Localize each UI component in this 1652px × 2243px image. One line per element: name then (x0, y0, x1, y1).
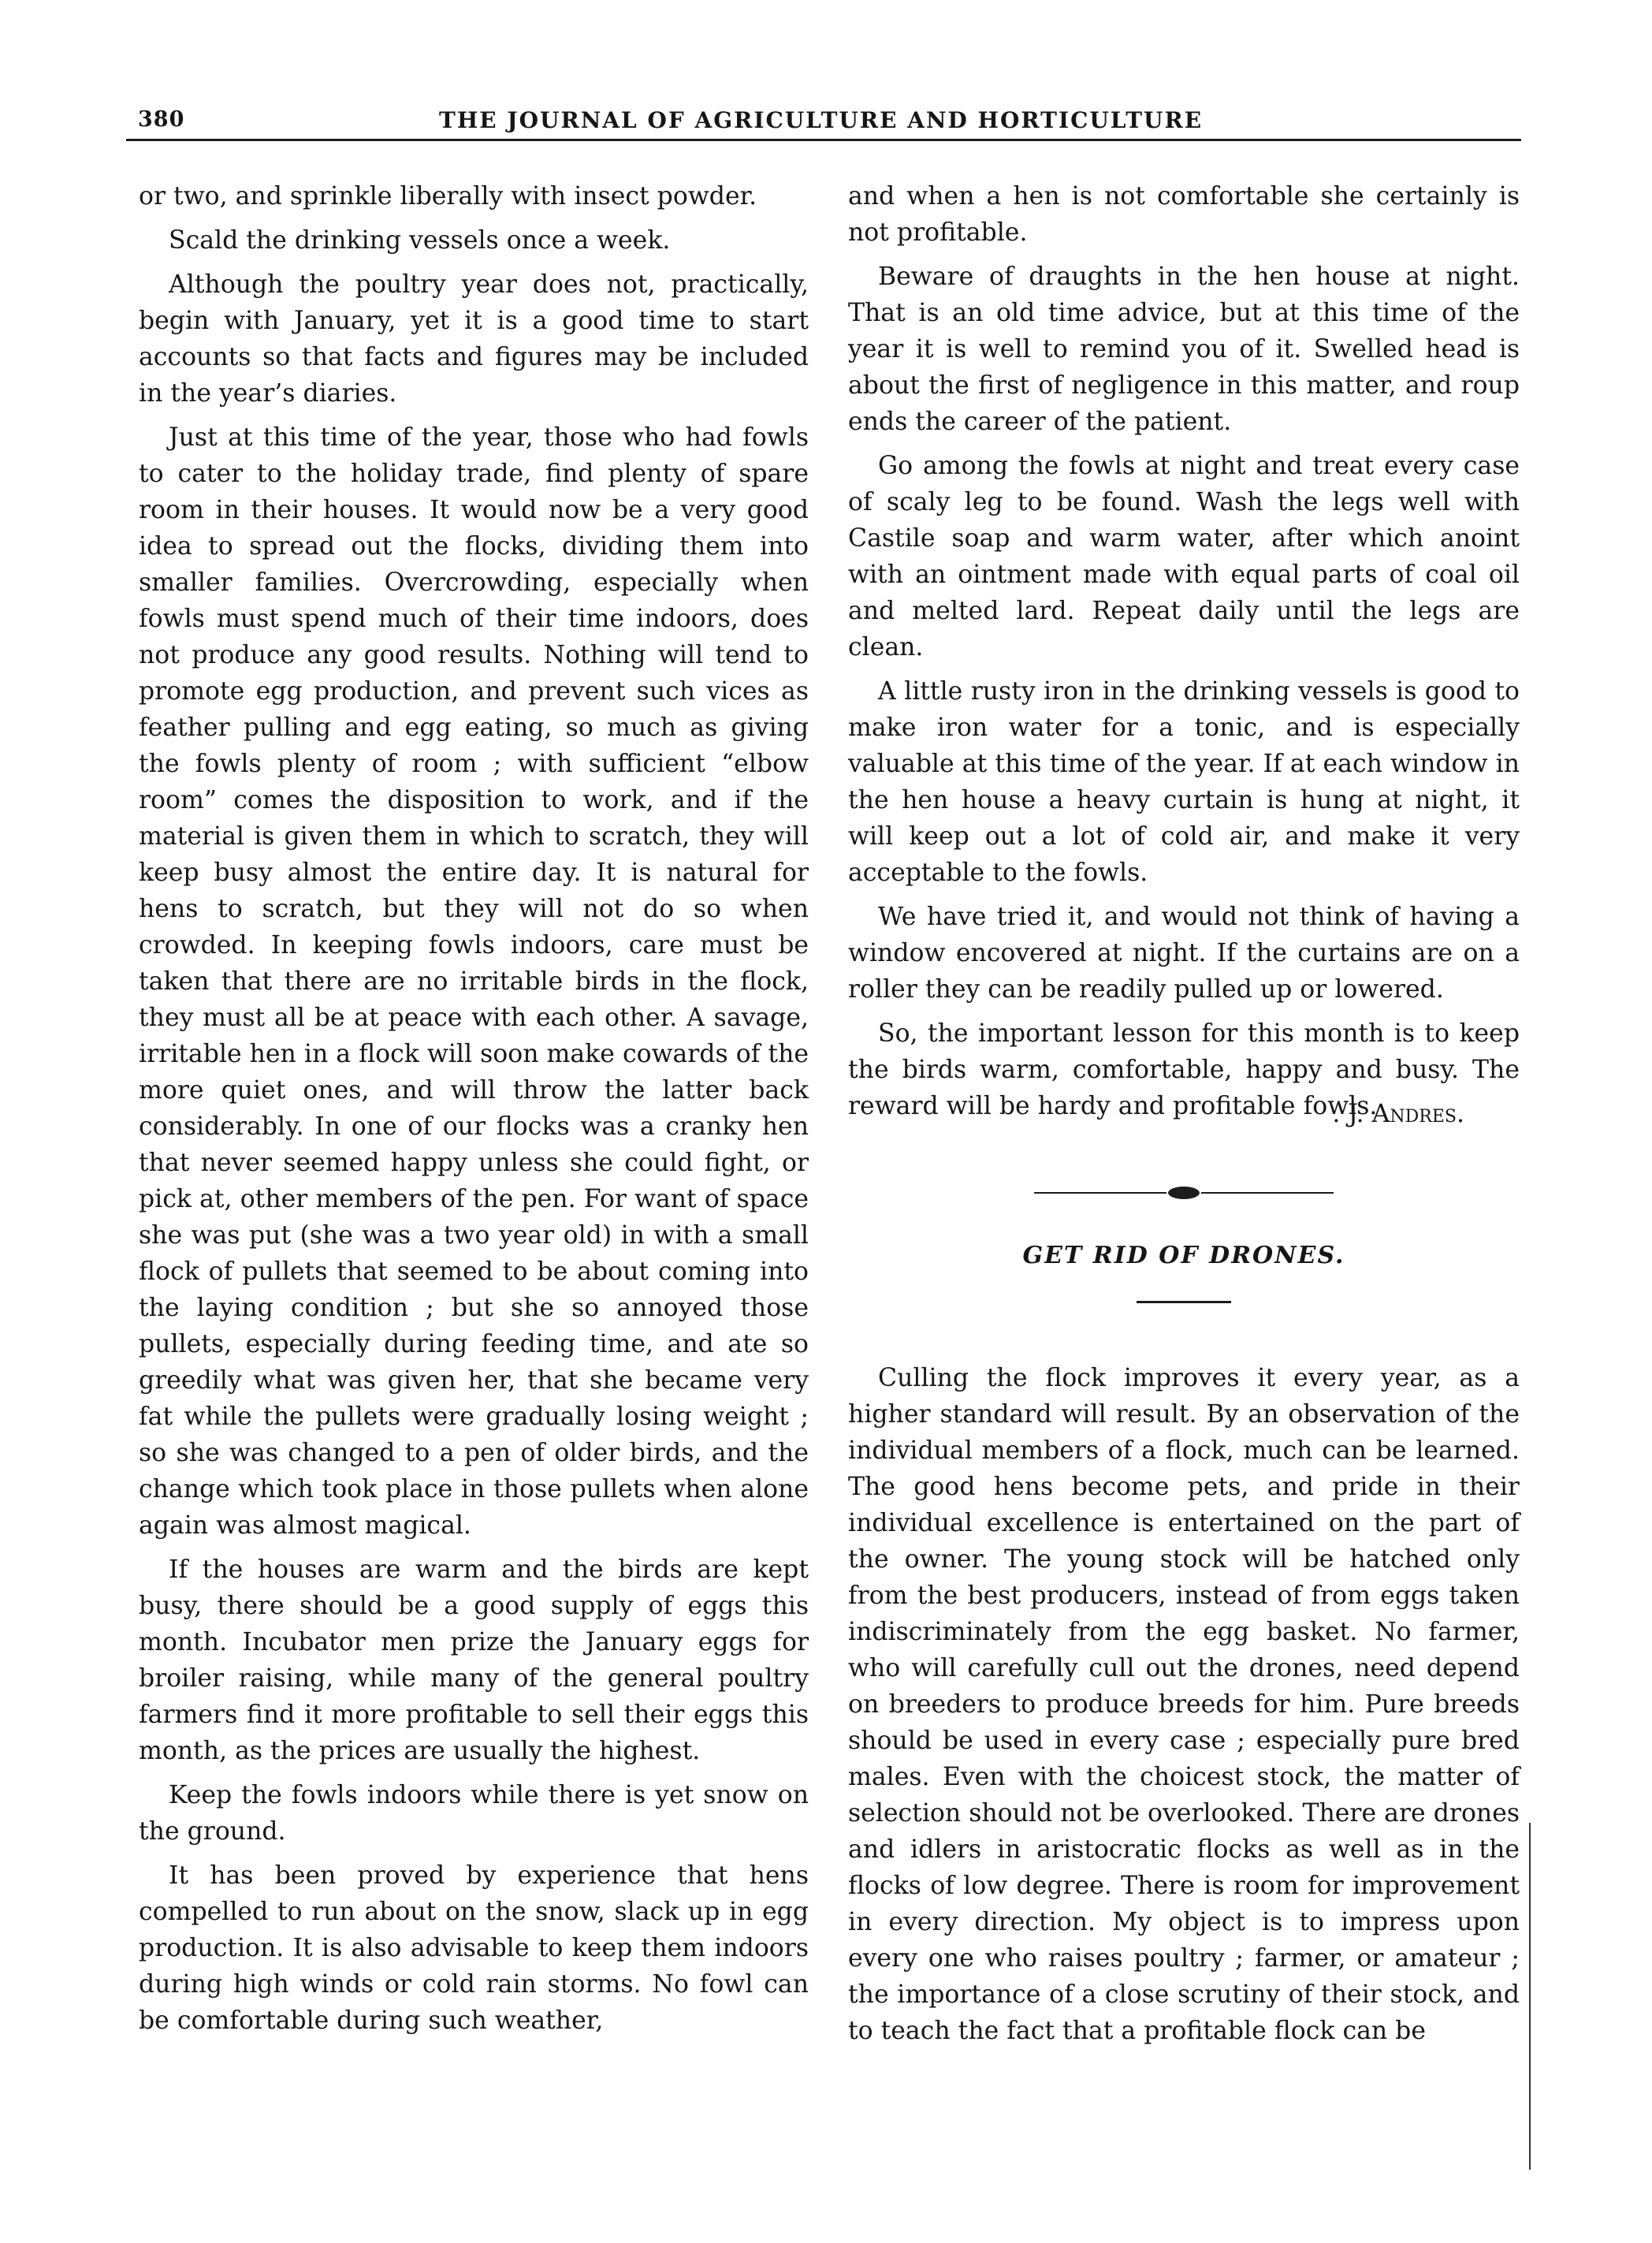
paragraph: Although the poultry year does not, practically, begin with January, yet it is a good time to start accounts so that facts and figures may be included in the year’s diaries. (139, 270, 809, 408)
page-number: 380 (138, 107, 185, 132)
section-title: GET RID OF DRONES. (1022, 1242, 1345, 1269)
title-rule (1137, 1301, 1231, 1303)
left-column (139, 178, 809, 2047)
paragraph: We have tried it, and would not think of having a window encovered at night. If the curtains are on a roller they can be readily pulled up or lowered. (848, 903, 1520, 1004)
paragraph: Beware of draughts in the hen house at night. That is an old time advice, but at this time of the year it is well to remind you of it. Swelled head is about the first of negligence in this matter, and roup ends the career of the patient. (848, 263, 1520, 436)
paragraph: or two, and sprinkle liberally with insect powder. (139, 182, 757, 211)
paragraph: Scald the drinking vessels once a week. (169, 226, 671, 255)
paragraph: It has been proved by experience that hens compelled to run about on the snow, slack up in egg production. It is also advisable to keep them indoors during high winds or cold rain storms. No fowl can be comfortable during such weather, (139, 1861, 809, 2035)
author-signature: . J. Andres. (1332, 1100, 1464, 1128)
margin-line (1529, 1823, 1531, 2170)
paragraph: and when a hen is not comfortable she certainly is not profitable. (848, 182, 1520, 247)
paragraph: Keep the fowls indoors while there is yet snow on the ground. (139, 1781, 809, 1846)
right-column (848, 178, 1520, 2057)
section-divider-ornament (1034, 1184, 1334, 1202)
journal-title: THE JOURNAL OF AGRICULTURE AND HORTICULTURE (439, 107, 1204, 133)
paragraph: Just at this time of the year, those who had fowls to cater to the holiday trade, find plenty of spare room in their houses. It would now be a very good idea to spread out the flocks, dividing them into smaller families. Overcrowding, especially when fowls must spend much of their time indoors, does not produce any good results. Nothing will tend to promote egg production, and prevent such vices as feather pulling and egg eating, so much as giving the fowls plenty of room ; with sufficient “elbow room” comes the disposition to work, and if the material is given them in which to scratch, they will keep busy almost the entire day. It is natural for hens to scratch, but they will not do so when crowded. In keeping fowls indoors, care must be taken that there are no irritable birds in the flock, they must all be at peace with each other. A savage, irritable hen in a flock will soon make cowards of the more quiet ones, and will throw the latter back considerably. In one of our flocks was a cranky hen that never seemed happy unless she could fight, or pick at, other members of the pen. For want of space she was put (she was a two year old) in with a small flock of pullets that seemed to be about coming into the laying condition ; but she so annoyed those pullets, especially during feeding time, and ate so greedily what was given her, that she became very fat while the pullets were gradually losing weight ; so she was changed to a pen of older birds, and the change which took place in those pullets when alone again was almost magical. (139, 423, 809, 1540)
paragraph: If the houses are warm and the birds are kept busy, there should be a good supply of eggs this month. Incubator men prize the January eggs for broiler raising, while many of the general poultry farmers find it more profitable to sell their eggs this month, as the prices are usually the highest. (139, 1556, 809, 1765)
paragraph: A little rusty iron in the drinking vessels is good to make iron water for a tonic, and is especially valuable at this time of the year. If at each window in the hen house a heavy curtain is hung at night, it will keep out a lot of cold air, and make it very acceptable to the fowls. (848, 677, 1520, 887)
header-rule (126, 139, 1521, 141)
paragraph: So, the important lesson for this month is to keep the birds warm, comfortable, happy and busy. The reward will be hardy and profitable fowls. (848, 1019, 1520, 1120)
paragraph: Culling the flock improves it every year, as a higher standard will result. By an observation of the individual members of a flock, much can be learned. The good hens become pets, and pride in their individual excellence is entertained on the part of the owner. The young stock will be hatched only from the best producers, instead of from eggs taken indiscriminately from the egg basket. No farmer, who will carefully cull out the drones, need depend on breeders to produce breeds for him. Pure breeds should be used in every case ; especially pure bred males. Even with the choicest stock, the matter of selection should not be overlooked. There are drones and idlers in aristocratic flocks as well as in the flocks of low degree. There is room for improvement in every direction. My object is to impress upon every one who raises poultry ; farmer, or amateur ; the importance of a close scrutiny of their stock, and to teach the fact that a profitable flock can be (848, 1364, 1520, 2045)
paragraph: Go among the fowls at night and treat every case of scaly leg to be found. Wash the legs well with Castile soap and warm water, after which anoint with an ointment made with equal parts of coal oil and melted lard. Repeat daily until the legs are clean. (848, 452, 1520, 661)
running-head (138, 107, 1517, 148)
leaf-ornament-icon (1168, 1187, 1200, 1199)
